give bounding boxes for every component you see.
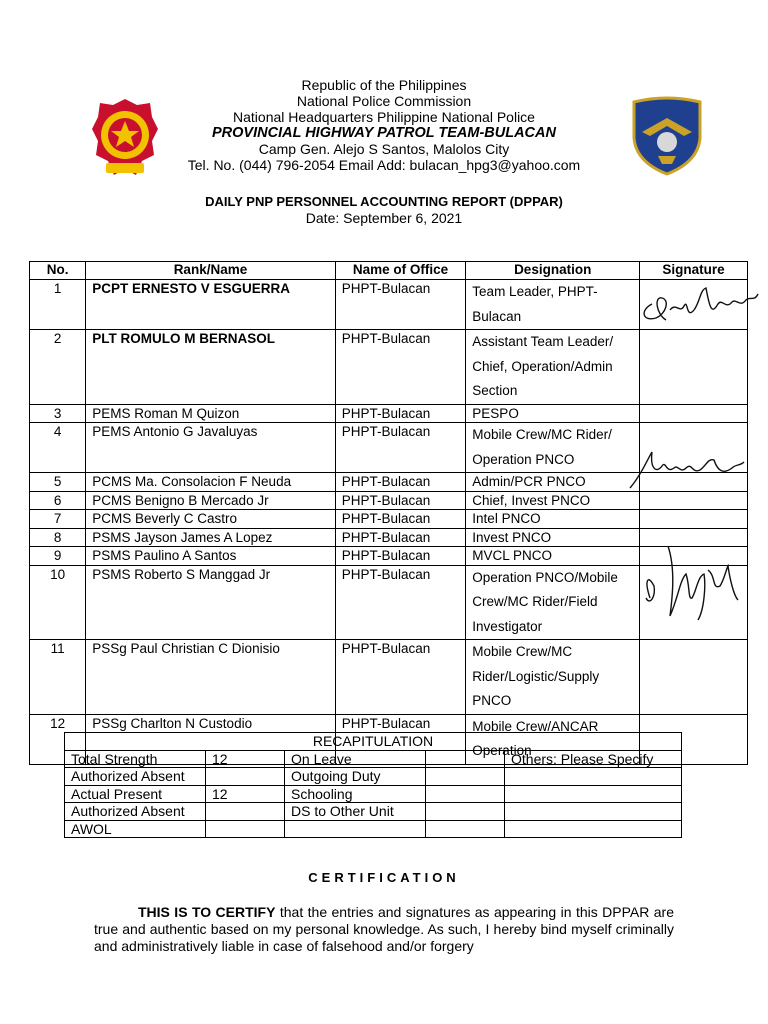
row-designation: Mobile Crew/MC Rider/Logistic/Supply PNCO — [466, 640, 640, 715]
table-row — [30, 547, 748, 566]
row-office: PHPT-Bulacan — [335, 510, 466, 529]
recap-value2 — [426, 785, 505, 803]
row-no: 3 — [30, 404, 86, 423]
row-office: PHPT-Bulacan — [335, 640, 466, 715]
row-no: 1 — [30, 280, 86, 330]
table-row — [30, 404, 748, 423]
table-row — [30, 565, 748, 640]
row-designation: PESPO — [466, 404, 640, 423]
row-designation: Assistant Team Leader/ Chief, Operation/Admin Section — [466, 330, 640, 405]
recap-row — [65, 750, 682, 768]
recap-value — [206, 803, 285, 821]
recap-title-row — [65, 733, 682, 751]
row-no: 10 — [30, 565, 86, 640]
recap-label: Authorized Absent — [65, 768, 206, 786]
recap-others — [505, 785, 682, 803]
row-signature — [640, 510, 748, 529]
recap-value2 — [426, 803, 505, 821]
recap-others — [505, 803, 682, 821]
table-header-row — [30, 262, 748, 280]
row-name: PSSg Charlton N Custodio — [86, 714, 335, 764]
personnel-table — [29, 261, 748, 765]
recap-value: 12 — [206, 785, 285, 803]
row-office: PHPT-Bulacan — [335, 280, 466, 330]
signature-mercado — [622, 444, 746, 494]
row-name: PCPT ERNESTO V ESGUERRA — [86, 280, 335, 330]
row-office: PHPT-Bulacan — [335, 404, 466, 423]
row-name: PSMS Paulino A Santos — [86, 547, 335, 566]
row-name: PEMS Roman M Quizon — [86, 404, 335, 423]
row-designation: Admin/PCR PNCO — [466, 473, 640, 492]
row-signature — [640, 330, 748, 405]
recap-label: Authorized Absent — [65, 803, 206, 821]
row-no: 6 — [30, 491, 86, 510]
certification-text — [94, 904, 674, 955]
recap-value: 12 — [206, 750, 285, 768]
recap-row — [65, 803, 682, 821]
header-republic: Republic of the Philippines — [301, 77, 467, 93]
recap-value — [206, 820, 285, 838]
row-no: 7 — [30, 510, 86, 529]
recap-title: RECAPITULATION — [65, 733, 682, 751]
row-office: PHPT-Bulacan — [335, 547, 466, 566]
header-signature: Signature — [640, 262, 748, 280]
row-name: PLT ROMULO M BERNASOL — [86, 330, 335, 405]
row-designation: Chief, Invest PNCO — [466, 491, 640, 510]
recap-label2: Outgoing Duty — [285, 768, 426, 786]
row-office: PHPT-Bulacan — [335, 528, 466, 547]
recap-label2: Schooling — [285, 785, 426, 803]
header-address: Camp Gen. Alejo S Santos, Malolos City — [258, 141, 510, 157]
certification-lead: THIS IS TO CERTIFY — [138, 904, 276, 920]
row-office: PHPT-Bulacan — [335, 491, 466, 510]
recap-others: Others: Please Specify — [505, 750, 682, 768]
report-date: Date: September 6, 2021 — [305, 210, 463, 226]
header-napolcom: National Police Commission — [296, 93, 472, 109]
row-signature — [640, 640, 748, 715]
recapitulation-table — [64, 732, 682, 838]
recap-label2: On Leave — [285, 750, 426, 768]
row-office: PHPT-Bulacan — [335, 714, 466, 764]
document-header — [0, 77, 768, 173]
recap-label2 — [285, 820, 426, 838]
header-rank-name: Rank/Name — [86, 262, 335, 280]
row-office: PHPT-Bulacan — [335, 423, 466, 473]
row-no: 2 — [30, 330, 86, 405]
row-no: 11 — [30, 640, 86, 715]
header-contact: Tel. No. (044) 796-2054 Email Add: bulacan_hpg3@yahoo.com — [187, 157, 581, 173]
row-name: PCMS Benigno B Mercado Jr — [86, 491, 335, 510]
row-name: PSMS Jayson James A Lopez — [86, 528, 335, 547]
signature-esguerra — [636, 280, 760, 326]
row-name: PSSg Paul Christian C Dionisio — [86, 640, 335, 715]
row-name: PSMS Roberto S Manggad Jr — [86, 565, 335, 640]
recap-label: Actual Present — [65, 785, 206, 803]
row-designation: Mobile Crew/ANCAR Operation — [466, 714, 640, 764]
recap-others — [505, 820, 682, 838]
table-row — [30, 510, 748, 529]
table-row — [30, 528, 748, 547]
recap-value2 — [426, 750, 505, 768]
row-name: PCMS Ma. Consolacion F Neuda — [86, 473, 335, 492]
row-no: 4 — [30, 423, 86, 473]
row-no: 5 — [30, 473, 86, 492]
recap-value2 — [426, 768, 505, 786]
row-designation: Intel PNCO — [466, 510, 640, 529]
row-no: 12 — [30, 714, 86, 764]
recap-value — [206, 768, 285, 786]
row-designation: Invest PNCO — [466, 528, 640, 547]
certification-title: CERTIFICATION — [308, 870, 460, 885]
row-name: PCMS Beverly C Castro — [86, 510, 335, 529]
table-row — [30, 330, 748, 405]
recap-row — [65, 768, 682, 786]
row-designation: Operation PNCO/Mobile Crew/MC Rider/Field Investigator — [466, 565, 640, 640]
row-no: 9 — [30, 547, 86, 566]
recap-row — [65, 785, 682, 803]
row-no: 8 — [30, 528, 86, 547]
recap-label: AWOL — [65, 820, 206, 838]
row-office: PHPT-Bulacan — [335, 330, 466, 405]
recap-label: Total Strength — [65, 750, 206, 768]
table-row — [30, 640, 748, 715]
row-signature — [640, 404, 748, 423]
row-designation: Team Leader, PHPT-Bulacan — [466, 280, 640, 330]
row-designation: MVCL PNCO — [466, 547, 640, 566]
recap-value2 — [426, 820, 505, 838]
recap-others — [505, 768, 682, 786]
row-office: PHPT-Bulacan — [335, 473, 466, 492]
certification-body: that the entries and signatures as appearing in this DPPAR are true and authentic based on my personal knowledge. As such, I hereby bind myself criminally and administratively liable in case of falsehood and/or forgery — [94, 904, 674, 954]
report-title: DAILY PNP PERSONNEL ACCOUNTING REPORT (DPPAR) — [205, 194, 563, 209]
signature-manggad — [642, 540, 742, 624]
header-unit-name: PROVINCIAL HIGHWAY PATROL TEAM-BULACAN — [212, 125, 556, 141]
header-no: No. — [30, 262, 86, 280]
row-designation: Mobile Crew/MC Rider/ Operation PNCO — [466, 423, 640, 473]
recap-row — [65, 820, 682, 838]
recap-label2: DS to Other Unit — [285, 803, 426, 821]
row-name: PEMS Antonio G Javaluyas — [86, 423, 335, 473]
header-national-hq: National Headquarters Philippine National Police — [233, 109, 535, 125]
row-office: PHPT-Bulacan — [335, 565, 466, 640]
header-designation: Designation — [466, 262, 640, 280]
header-office: Name of Office — [335, 262, 466, 280]
